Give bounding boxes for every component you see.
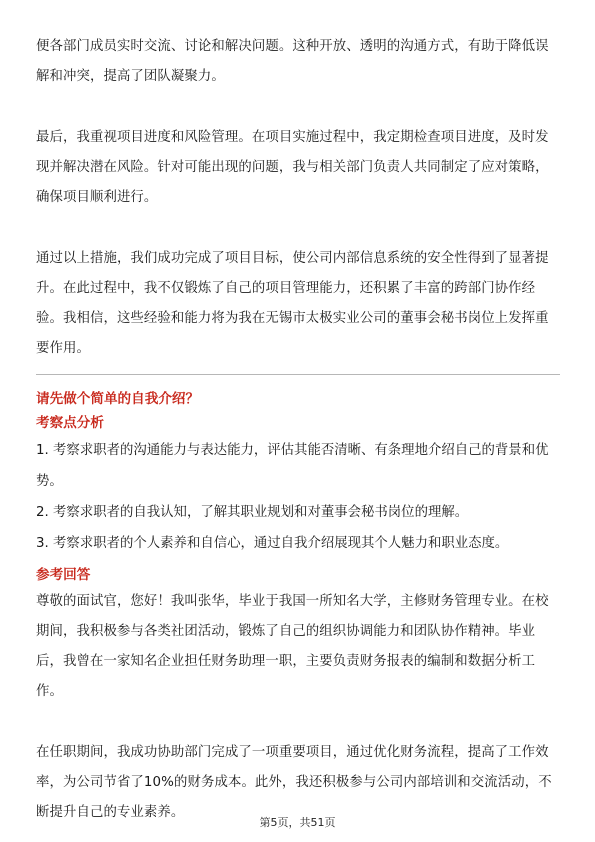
answer-paragraph: 在任职期间，我成功协助部门完成了一项重要项目，通过优化财务流程，提高了工作效率，为公司节省了10%的财务成本。此外，我还积极参与公司内部培训和交流活动，不断提升自己的专业素养。 (36, 745, 552, 820)
analysis-heading: 考察点分析 (36, 415, 104, 431)
page-content (36, 32, 560, 828)
section-divider (36, 374, 560, 375)
body-paragraph: 便各部门成员实时交流、讨论和解决问题。这种开放、透明的沟通方式，有助于降低误解和冲突，提高了团队凝聚力。 (36, 39, 549, 84)
analysis-item: 2. 考察求职者的自我认知，了解其职业规划和对董事会秘书岗位的理解。 (36, 505, 469, 520)
question-heading: 请先做个简单的自我介绍？ (36, 391, 200, 407)
answer-heading: 参考回答 (36, 567, 91, 583)
body-paragraph: 最后，我重视项目进度和风险管理。在项目实施过程中，我定期检查项目进度，及时发现并解决潜在风险。针对可能出现的问题，我与相关部门负责人共同制定了应对策略，确保项目顺利进行。 (36, 130, 549, 205)
analysis-item: 3. 考察求职者的个人素养和自信心，通过自我介绍展现其个人魅力和职业态度。 (36, 536, 509, 551)
analysis-item: 1. 考察求职者的沟通能力与表达能力，评估其能否清晰、有条理地介绍自己的背景和优势。 (36, 443, 549, 489)
answer-paragraph: 尊敬的面试官，您好！我叫张华，毕业于我国一所知名大学，主修财务管理专业。在校期间，我积极参与各类社团活动，锻炼了自己的组织协调能力和团队协作精神。毕业后，我曾在一家知名企业担任财务助理一职，主要负责财务报表的编制和数据分析工作。 (36, 594, 549, 699)
body-paragraph: 通过以上措施，我们成功完成了项目目标，使公司内部信息系统的安全性得到了显著提升。在此过程中，我不仅锻炼了自己的项目管理能力，还积累了丰富的跨部门协作经验。我相信，这些经验和能力将为我在无锡市太极实业公司的董事会秘书岗位上发挥重要作用。 (36, 251, 549, 356)
page-number: 第5页，共51页 (259, 816, 336, 829)
